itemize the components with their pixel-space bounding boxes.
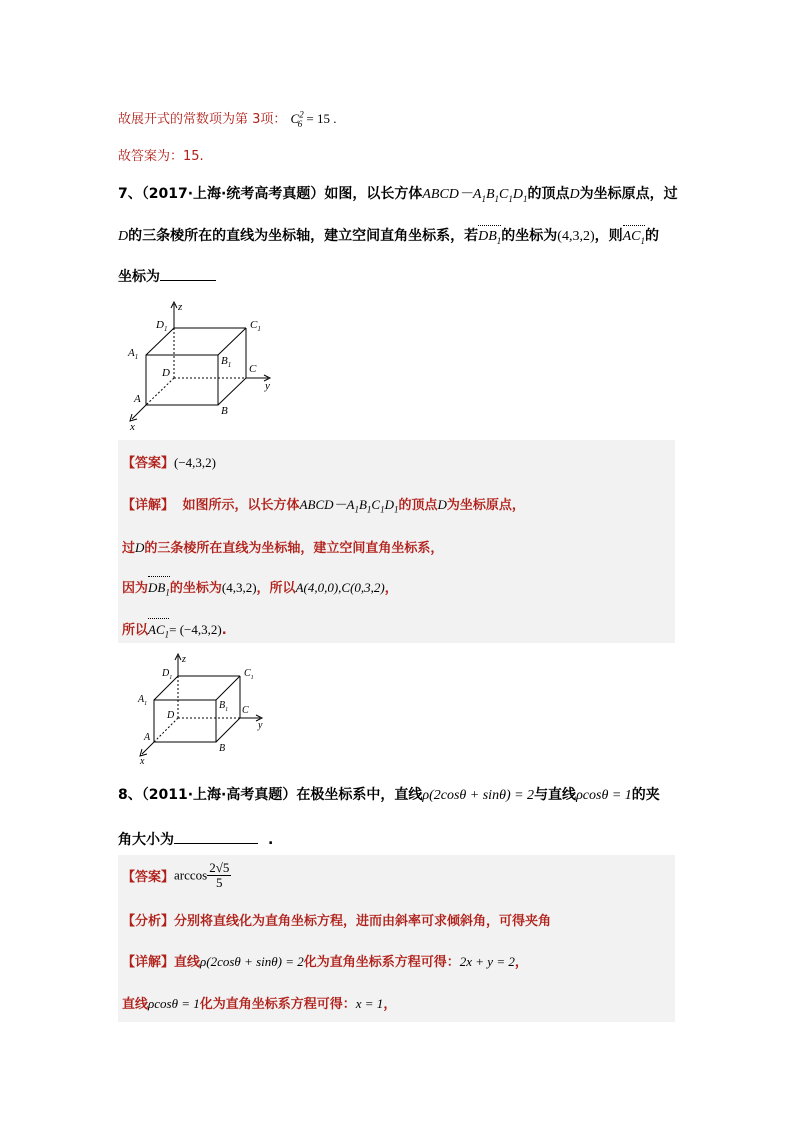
q7-detail-4: 所以$AC_1= (-4,3,2)$.	[122, 622, 227, 640]
label-y: y	[265, 380, 270, 392]
vector-ac1: $AC_1$	[622, 229, 646, 246]
q8-answer: 【答案】arccos $\frac{2√5}{5}$	[122, 860, 230, 890]
q8-line-1: 8、（2011·上海·高考真题）在极坐标系中，直线ρ(2cosθ + sinθ) = 2与直线ρcosθ = 1的夹	[118, 787, 660, 803]
svg-text:B1: $B_1$	[219, 700, 229, 713]
prev-line-2: 故答案为：15.	[118, 149, 204, 164]
front-face	[146, 355, 218, 405]
q7-line-3: 坐标为	[118, 266, 216, 286]
answer-blank	[160, 268, 216, 281]
combination-formula: $C^2_6$	[290, 109, 304, 129]
q8-line-2: 角大小为 .	[118, 832, 274, 848]
label-c: C	[249, 363, 257, 375]
q8-analysis: 【分析】分别将直线化为直角坐标方程，进而由斜率可求倾斜角，可得夹角	[122, 914, 552, 929]
svg-text:D: D	[167, 710, 175, 721]
cuboid-name: $ABCD-A_1B_1C_1D_1$	[422, 187, 528, 204]
svg-text:A1: $A_1$	[138, 694, 148, 707]
cuboid-figure	[118, 298, 288, 433]
answer-blank-q8	[174, 831, 258, 844]
label-c1: $C_1$	[250, 319, 261, 333]
q7-line-1: 7、（2017·上海·统考高考真题）如图，以长方体$ABCD-A_1B_1C_1D_1$的顶点D为坐标原点，过	[118, 186, 678, 204]
svg-text:C1: $C_1$	[244, 668, 254, 681]
prev-line-1: 故展开式的常数项为第 3项： $C^2_6 = 15$ .	[118, 109, 337, 129]
q7-line-2: D的三条棱所在的直线为坐标轴，建立空间直角坐标系，若$DB_1$的坐标为(4,3,2)，则$AC_1$的	[118, 228, 660, 246]
cuboid-figure-answer	[130, 652, 290, 768]
label-b1: $B_1$	[221, 355, 232, 369]
q8-detail-1: 【详解】直线ρ(2cosθ + sinθ) = 2化为直角坐标系方程可得：2x + y = 2，	[122, 954, 528, 970]
q7-detail-2: 过D的三条棱所在直线为坐标轴，建立空间直角坐标系，	[122, 540, 444, 556]
vector-db1: $DB_1$	[478, 229, 502, 246]
answer-fraction: $\frac{2√5}{5}$	[209, 860, 230, 890]
label-b: B	[221, 405, 228, 417]
svg-text:A: A	[144, 732, 151, 743]
svg-text:y: y	[258, 720, 263, 731]
label-d1: $D_1$	[156, 319, 168, 333]
label-x: x	[130, 421, 135, 433]
label-d: D	[162, 367, 170, 379]
svg-text:B: B	[219, 743, 226, 754]
svg-text:D1: $D_1$	[162, 668, 173, 681]
q8-detail-2: 直线ρcosθ = 1化为直角坐标系方程可得：x = 1，	[122, 996, 397, 1012]
q7-detail-1: 【详解】 如图所示，以长方体$ABCD-A_1B_1C_1D_1$的顶点D为坐标原点，	[122, 497, 525, 515]
label-a1: $A_1$	[128, 347, 139, 361]
label-a: A	[134, 393, 141, 405]
svg-text:x: x	[140, 756, 145, 767]
svg-text:C: C	[242, 705, 249, 716]
q7-answer: 【答案】(−4,3,2)	[122, 455, 217, 471]
q7-detail-3: 因为$DB_1$的坐标为(4,3,2)，所以A(4,0,0),C(0,3,2)，	[122, 580, 398, 598]
svg-text:z: z	[182, 654, 186, 665]
label-z: z	[178, 301, 183, 313]
